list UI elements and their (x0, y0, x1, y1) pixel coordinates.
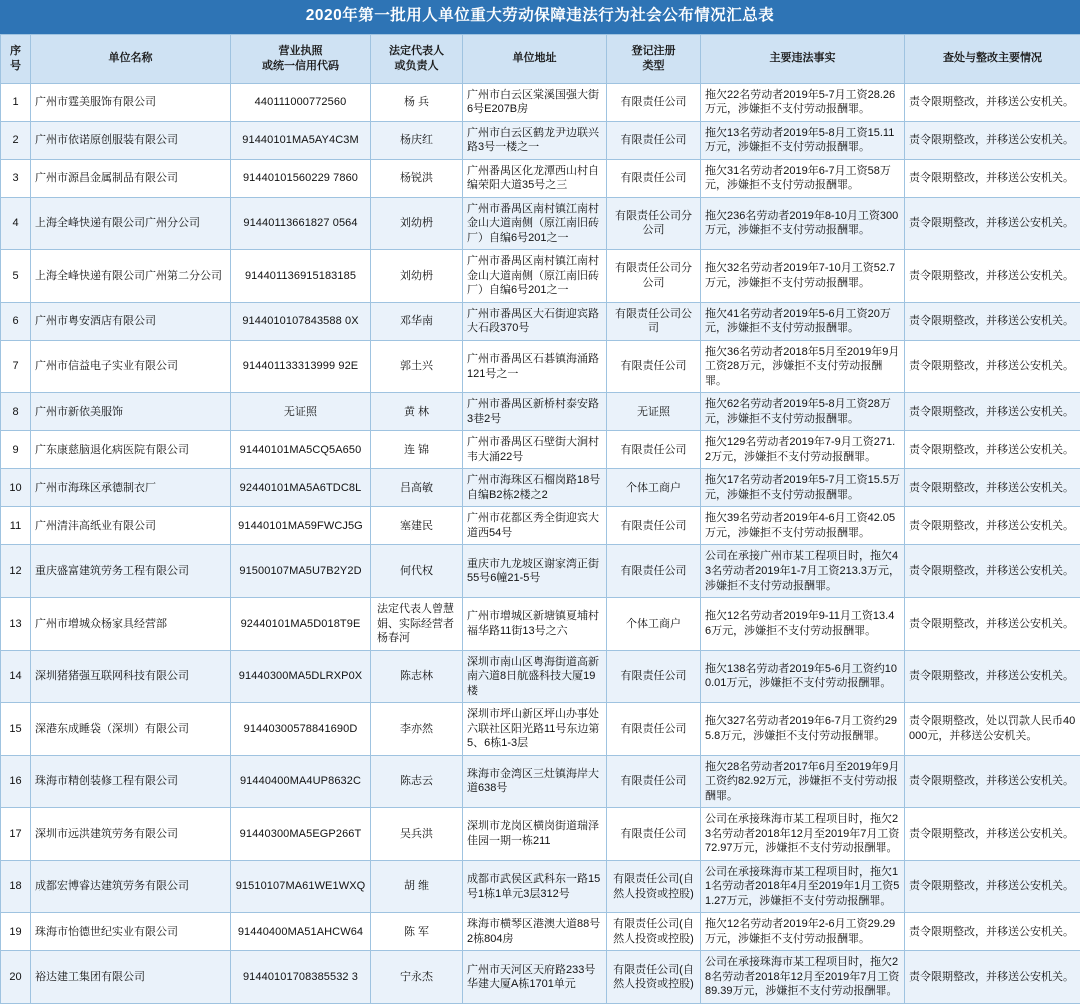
cell-handling: 责令限期整改，并移送公安机关。 (905, 598, 1080, 651)
cell-violation-facts: 拖欠22名劳动者2019年5-7月工资28.26万元，涉嫌拒不支付劳动报酬罪。 (701, 83, 905, 121)
cell-license-code: 91440101708385532 3 (231, 951, 371, 1004)
cell-handling: 责令限期整改，并移送公安机关。 (905, 755, 1080, 808)
cell-legal-rep: 杨 兵 (371, 83, 463, 121)
cell-license-code: 914401136915183185 (231, 250, 371, 303)
cell-address: 广州市番禺区大石街迎宾路大石段370号 (463, 302, 607, 340)
cell-handling: 责令限期整改，并移送公安机关。 (905, 83, 1080, 121)
table-row (1, 808, 1080, 861)
cell-address: 广州市番禺区南村镇江南村金山大道南侧（原江南旧砖厂）自编6号201之一 (463, 197, 607, 250)
cell-unit-name: 深圳猪猪强互联网科技有限公司 (31, 650, 231, 703)
cell-legal-rep: 刘幼枬 (371, 197, 463, 250)
cell-legal-rep: 塞建民 (371, 507, 463, 545)
cell-license-code: 无证照 (231, 393, 371, 431)
column-header-unit-name-line1: 单位名称 (35, 51, 226, 66)
header-row (1, 34, 1080, 83)
cell-handling: 责令限期整改，并移送公安机关。 (905, 469, 1080, 507)
table-row (1, 83, 1080, 121)
cell-registration-type: 有限责任公司 (607, 83, 701, 121)
cell-index: 17 (1, 808, 31, 861)
cell-unit-name: 广州市粤安酒店有限公司 (31, 302, 231, 340)
cell-address: 成都市武侯区武科东一路15号1栋1单元3层312号 (463, 860, 607, 913)
cell-registration-type: 个体工商户 (607, 598, 701, 651)
cell-legal-rep: 法定代表人曾慧娟、实际经营者杨春河 (371, 598, 463, 651)
cell-license-code: 91440300MA5EGP266T (231, 808, 371, 861)
cell-legal-rep: 胡 维 (371, 860, 463, 913)
cell-address: 广州市番禺区南村镇江南村金山大道南侧（原江南旧砖厂）自编6号201之一 (463, 250, 607, 303)
cell-legal-rep: 邓华南 (371, 302, 463, 340)
table-row (1, 469, 1080, 507)
page-title: 2020年第一批用人单位重大劳动保障违法行为社会公布情况汇总表 (0, 0, 1080, 34)
column-header-legal-rep-line1: 法定代表人 (375, 44, 458, 59)
cell-legal-rep: 刘幼枬 (371, 250, 463, 303)
cell-license-code: 91500107MA5U7B2Y2D (231, 545, 371, 598)
cell-unit-name: 广州清沣高纸业有限公司 (31, 507, 231, 545)
cell-address: 广州市白云区棠溪国强大街6号E207B房 (463, 83, 607, 121)
cell-unit-name: 珠海市精创装修工程有限公司 (31, 755, 231, 808)
table-row (1, 302, 1080, 340)
cell-address: 广州市天河区天府路233号华建大厦A栋1701单元 (463, 951, 607, 1004)
cell-legal-rep: 杨锐洪 (371, 159, 463, 197)
cell-handling: 责令限期整改，处以罚款人民币40000元，并移送公安机关。 (905, 703, 1080, 756)
cell-unit-name: 广州市源昌金属制品有限公司 (31, 159, 231, 197)
cell-registration-type: 有限责任公司 (607, 808, 701, 861)
cell-violation-facts: 拖欠31名劳动者2019年6-7月工资58万元，涉嫌拒不支付劳动报酬罪。 (701, 159, 905, 197)
cell-unit-name: 广州市信益电子实业有限公司 (31, 340, 231, 393)
cell-license-code: 440111000772560 (231, 83, 371, 121)
column-header-index (1, 34, 31, 83)
cell-handling: 责令限期整改，并移送公安机关。 (905, 159, 1080, 197)
cell-index: 6 (1, 302, 31, 340)
cell-index: 4 (1, 197, 31, 250)
column-header-address-line1: 单位地址 (467, 51, 602, 66)
cell-index: 12 (1, 545, 31, 598)
cell-violation-facts: 拖欠36名劳动者2018年5月至2019年9月工资28万元，涉嫌拒不支付劳动报酬罪。 (701, 340, 905, 393)
cell-handling: 责令限期整改，并移送公安机关。 (905, 650, 1080, 703)
table-row (1, 545, 1080, 598)
table-row (1, 913, 1080, 951)
table-row (1, 650, 1080, 703)
cell-registration-type: 有限责任公司(自然人投资或控股) (607, 913, 701, 951)
table-body (1, 83, 1080, 1003)
cell-handling: 责令限期整改，并移送公安机关。 (905, 545, 1080, 598)
cell-handling: 责令限期整改，并移送公安机关。 (905, 951, 1080, 1004)
cell-address: 深圳市南山区粤海街道高新南六道8日航盛科技大厦19楼 (463, 650, 607, 703)
cell-unit-name: 深圳市远洪建筑劳务有限公司 (31, 808, 231, 861)
column-header-handling-line1: 查处与整改主要情况 (909, 51, 1076, 66)
cell-handling: 责令限期整改，并移送公安机关。 (905, 507, 1080, 545)
cell-handling: 责令限期整改，并移送公安机关。 (905, 340, 1080, 393)
cell-handling: 责令限期整改，并移送公安机关。 (905, 393, 1080, 431)
column-header-address (463, 34, 607, 83)
cell-license-code: 9144010107843588 0X (231, 302, 371, 340)
cell-legal-rep: 何代权 (371, 545, 463, 598)
cell-address: 重庆市九龙坡区谢家湾正街55号6幢21-5号 (463, 545, 607, 598)
table-row (1, 121, 1080, 159)
table-row (1, 598, 1080, 651)
cell-handling: 责令限期整改，并移送公安机关。 (905, 121, 1080, 159)
cell-registration-type: 有限责任公司 (607, 545, 701, 598)
cell-legal-rep: 宁永杰 (371, 951, 463, 1004)
cell-handling: 责令限期整改，并移送公安机关。 (905, 808, 1080, 861)
cell-unit-name: 上海全峰快递有限公司广州分公司 (31, 197, 231, 250)
column-header-handling (905, 34, 1080, 83)
cell-index: 14 (1, 650, 31, 703)
cell-license-code: 91440101MA59FWCJ5G (231, 507, 371, 545)
cell-license-code: 91440101560229 7860 (231, 159, 371, 197)
cell-index: 16 (1, 755, 31, 808)
cell-index: 9 (1, 431, 31, 469)
cell-address: 广州番禺区化龙潭西山村自编荣阳大道35号之三 (463, 159, 607, 197)
cell-registration-type: 无证照 (607, 393, 701, 431)
cell-registration-type: 有限责任公司 (607, 159, 701, 197)
cell-violation-facts: 拖欠327名劳动者2019年6-7月工资约295.8万元，涉嫌拒不支付劳动报酬罪。 (701, 703, 905, 756)
cell-unit-name: 广州市霆美服饰有限公司 (31, 83, 231, 121)
cell-violation-facts: 拖欠12名劳动者2019年9-11月工资13.46万元，涉嫌拒不支付劳动报酬罪。 (701, 598, 905, 651)
cell-registration-type: 个体工商户 (607, 469, 701, 507)
cell-violation-facts: 拖欠129名劳动者2019年7-9月工资271.2万元，涉嫌拒不支付劳动报酬罪。 (701, 431, 905, 469)
cell-violation-facts: 拖欠12名劳动者2019年2-6月工资29.29万元，涉嫌拒不支付劳动报酬罪。 (701, 913, 905, 951)
column-header-license-code-line2: 或统一信用代码 (235, 59, 366, 74)
cell-registration-type: 有限责任公司 (607, 703, 701, 756)
cell-unit-name: 广州市海珠区承德制衣厂 (31, 469, 231, 507)
cell-license-code: 91440400MA51AHCW64 (231, 913, 371, 951)
cell-address: 广州市白云区鹤龙尹边联兴路3号一楼之一 (463, 121, 607, 159)
table-row (1, 703, 1080, 756)
cell-violation-facts: 公司在承接广州市某工程项目时，拖欠43名劳动者2019年1-7月工资213.3万元，涉嫌拒不支付劳动报酬罪。 (701, 545, 905, 598)
cell-index: 11 (1, 507, 31, 545)
cell-legal-rep: 郭土兴 (371, 340, 463, 393)
cell-license-code: 91440300578841690D (231, 703, 371, 756)
table-row (1, 250, 1080, 303)
cell-address: 深圳市坪山新区坪山办事处六联社区阳光路11号东边第5、6栋1-3层 (463, 703, 607, 756)
cell-violation-facts: 拖欠13名劳动者2019年5-8月工资15.11万元，涉嫌拒不支付劳动报酬罪。 (701, 121, 905, 159)
cell-license-code: 91440113661827 0564 (231, 197, 371, 250)
column-header-registration-type-line1: 登记注册 (611, 44, 696, 59)
cell-address: 珠海市横琴区港澳大道88号2栋804房 (463, 913, 607, 951)
cell-unit-name: 上海全峰快递有限公司广州第二分公司 (31, 250, 231, 303)
cell-handling: 责令限期整改，并移送公安机关。 (905, 431, 1080, 469)
cell-handling: 责令限期整改，并移送公安机关。 (905, 197, 1080, 250)
table-row (1, 507, 1080, 545)
cell-legal-rep: 杨庆红 (371, 121, 463, 159)
cell-unit-name: 广东康慈脑退化病医院有限公司 (31, 431, 231, 469)
cell-violation-facts: 拖欠138名劳动者2019年5-6月工资约100.01万元，涉嫌拒不支付劳动报酬罪。 (701, 650, 905, 703)
cell-unit-name: 广州市新依美服饰 (31, 393, 231, 431)
cell-violation-facts: 拖欠17名劳动者2019年5-7月工资15.5万元，涉嫌拒不支付劳动报酬罪。 (701, 469, 905, 507)
cell-registration-type: 有限责任公司(自然人投资或控股) (607, 860, 701, 913)
cell-registration-type: 有限责任公司 (607, 121, 701, 159)
cell-violation-facts: 拖欠41名劳动者2019年5-6月工资20万元，涉嫌拒不支付劳动报酬罪。 (701, 302, 905, 340)
cell-license-code: 91510107MA61WE1WXQ (231, 860, 371, 913)
cell-address: 广州市番禺区新桥村泰安路3巷2号 (463, 393, 607, 431)
column-header-license-code (231, 34, 371, 83)
cell-unit-name: 深港东成睡袋（深圳）有限公司 (31, 703, 231, 756)
table-row (1, 755, 1080, 808)
cell-violation-facts: 公司在承接珠海市某工程项目时，拖欠11名劳动者2018年4月至2019年1月工资51.27万元，涉嫌拒不支付劳动报酬罪。 (701, 860, 905, 913)
cell-legal-rep: 吴兵洪 (371, 808, 463, 861)
cell-index: 3 (1, 159, 31, 197)
cell-violation-facts: 拖欠28名劳动者2017年6月至2019年9月工资约82.92万元，涉嫌拒不支付劳动报酬罪。 (701, 755, 905, 808)
cell-handling: 责令限期整改，并移送公安机关。 (905, 860, 1080, 913)
cell-violation-facts: 拖欠39名劳动者2019年4-6月工资42.05万元，涉嫌拒不支付劳动报酬罪。 (701, 507, 905, 545)
cell-registration-type: 有限责任公司(自然人投资或控股) (607, 951, 701, 1004)
table-row (1, 393, 1080, 431)
cell-handling: 责令限期整改，并移送公安机关。 (905, 250, 1080, 303)
cell-violation-facts: 拖欠32名劳动者2019年7-10月工资52.7万元，涉嫌拒不支付劳动报酬罪。 (701, 250, 905, 303)
cell-address: 广州市番禺区石碁镇海涌路121号之一 (463, 340, 607, 393)
table-row (1, 340, 1080, 393)
cell-index: 7 (1, 340, 31, 393)
cell-legal-rep: 吕高敏 (371, 469, 463, 507)
cell-license-code: 91440101MA5CQ5A650 (231, 431, 371, 469)
column-header-registration-type (607, 34, 701, 83)
table-row (1, 159, 1080, 197)
cell-registration-type: 有限责任公司 (607, 507, 701, 545)
column-header-index-line1: 序号 (5, 44, 26, 73)
cell-legal-rep: 陈 军 (371, 913, 463, 951)
column-header-license-code-line1: 营业执照 (235, 44, 366, 59)
cell-violation-facts: 公司在承接珠海市某工程项目时，拖欠23名劳动者2018年12月至2019年7月工资72.97万元，涉嫌拒不支付劳动报酬罪。 (701, 808, 905, 861)
column-header-legal-rep (371, 34, 463, 83)
table-row (1, 197, 1080, 250)
table-row (1, 951, 1080, 1004)
cell-index: 13 (1, 598, 31, 651)
column-header-unit-name (31, 34, 231, 83)
cell-unit-name: 成都宏博睿达建筑劳务有限公司 (31, 860, 231, 913)
cell-index: 8 (1, 393, 31, 431)
table-row (1, 431, 1080, 469)
cell-registration-type: 有限责任公司 (607, 755, 701, 808)
cell-index: 5 (1, 250, 31, 303)
cell-registration-type: 有限责任公司 (607, 340, 701, 393)
cell-index: 10 (1, 469, 31, 507)
cell-index: 20 (1, 951, 31, 1004)
cell-legal-rep: 连 锦 (371, 431, 463, 469)
cell-handling: 责令限期整改，并移送公安机关。 (905, 913, 1080, 951)
cell-unit-name: 重庆盛富建筑劳务工程有限公司 (31, 545, 231, 598)
cell-unit-name: 广州市增城众杨家具经营部 (31, 598, 231, 651)
cell-license-code: 92440101MA5D018T9E (231, 598, 371, 651)
cell-address: 广州市花都区秀全街迎宾大道西54号 (463, 507, 607, 545)
column-header-violation-facts (701, 34, 905, 83)
cell-address: 深圳市龙岗区横岗街道瑞泽佳园一期一栋211 (463, 808, 607, 861)
cell-registration-type: 有限责任公司公司 (607, 302, 701, 340)
cell-registration-type: 有限责任公司分公司 (607, 197, 701, 250)
cell-unit-name: 广州市依诺原创服装有限公司 (31, 121, 231, 159)
cell-legal-rep: 李亦然 (371, 703, 463, 756)
cell-unit-name: 裕达建工集团有限公司 (31, 951, 231, 1004)
cell-violation-facts: 拖欠236名劳动者2019年8-10月工资300万元，涉嫌拒不支付劳动报酬罪。 (701, 197, 905, 250)
cell-index: 15 (1, 703, 31, 756)
cell-address: 广州市海珠区石榴岗路18号自编B2栋2楼之2 (463, 469, 607, 507)
cell-violation-facts: 拖欠62名劳动者2019年5-8月工资28万元，涉嫌拒不支付劳动报酬罪。 (701, 393, 905, 431)
cell-registration-type: 有限责任公司 (607, 431, 701, 469)
column-header-violation-facts-line1: 主要违法事实 (705, 51, 900, 66)
cell-handling: 责令限期整改，并移送公安机关。 (905, 302, 1080, 340)
cell-license-code: 91440400MA4UP8632C (231, 755, 371, 808)
cell-address: 珠海市金湾区三灶镇海岸大道638号 (463, 755, 607, 808)
cell-legal-rep: 陈志云 (371, 755, 463, 808)
cell-index: 19 (1, 913, 31, 951)
cell-legal-rep: 黄 林 (371, 393, 463, 431)
cell-unit-name: 珠海市怡德世纪实业有限公司 (31, 913, 231, 951)
table-header (1, 34, 1080, 83)
cell-license-code: 91440101MA5AY4C3M (231, 121, 371, 159)
cell-license-code: 92440101MA5A6TDC8L (231, 469, 371, 507)
cell-index: 2 (1, 121, 31, 159)
cell-address: 广州市番禺区石壁街大涧村韦大涌22号 (463, 431, 607, 469)
cell-registration-type: 有限责任公司 (607, 650, 701, 703)
cell-license-code: 91440300MA5DLRXP0X (231, 650, 371, 703)
cell-index: 1 (1, 83, 31, 121)
column-header-registration-type-line2: 类型 (611, 59, 696, 74)
column-header-legal-rep-line2: 或负责人 (375, 59, 458, 74)
cell-violation-facts: 公司在承接珠海市某工程项目时，拖欠28名劳动者2018年12月至2019年7月工资89.39万元，涉嫌拒不支付劳动报酬罪。 (701, 951, 905, 1004)
violations-table (0, 34, 1080, 1004)
cell-legal-rep: 陈志林 (371, 650, 463, 703)
cell-address: 广州市增城区新塘镇夏埔村福华路11街13号之六 (463, 598, 607, 651)
cell-license-code: 914401133313999 92E (231, 340, 371, 393)
cell-registration-type: 有限责任公司分公司 (607, 250, 701, 303)
cell-index: 18 (1, 860, 31, 913)
table-row (1, 860, 1080, 913)
